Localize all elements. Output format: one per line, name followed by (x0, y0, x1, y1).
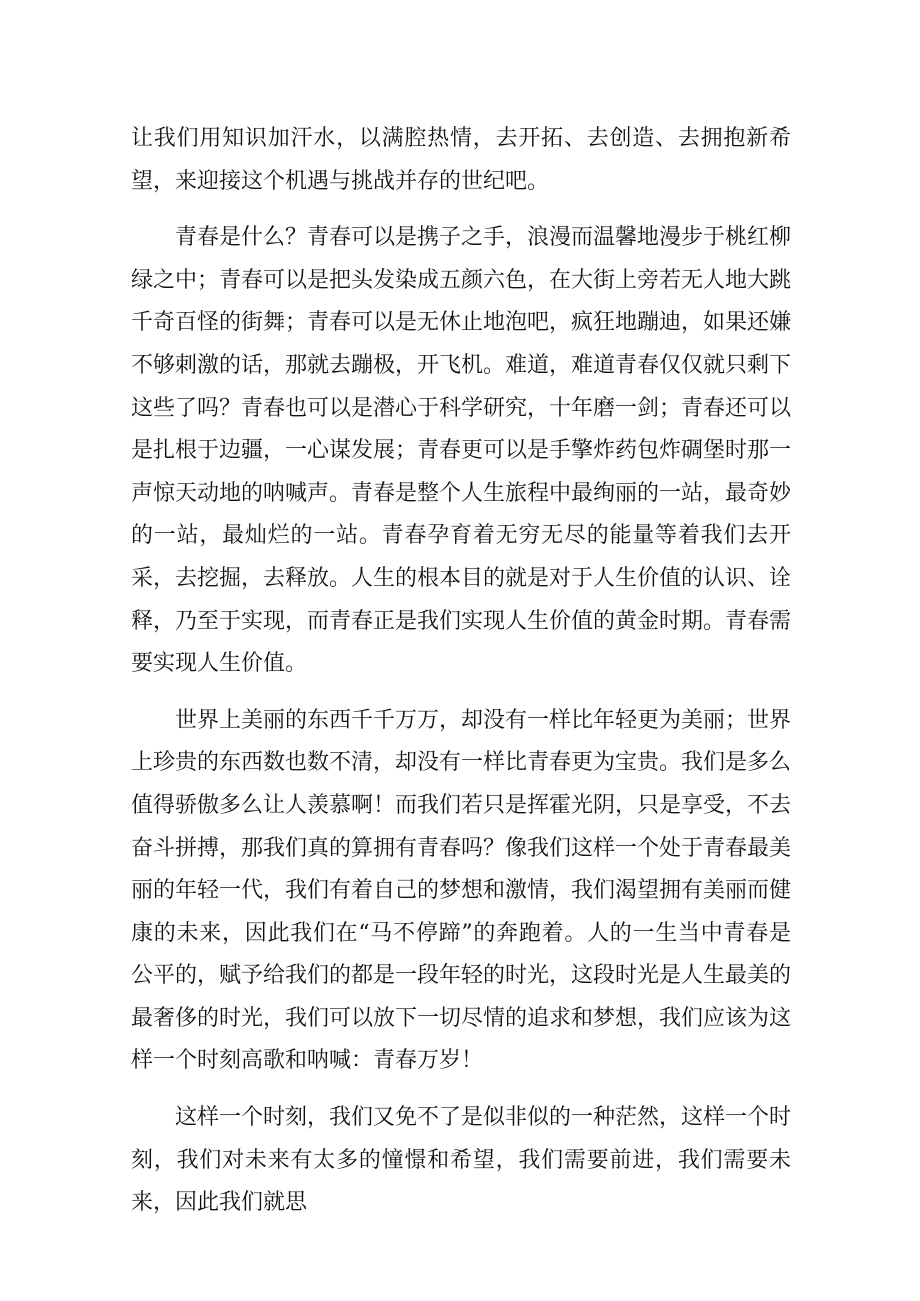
paragraph-3: 世界上美丽的东西千千万万，却没有一样比年轻更为美丽；世界上珍贵的东西数也数不清，却没有一样比青春更为宝贵。我们是多么值得骄傲多么让人羡慕啊！而我们若只是挥霍光阴，只是享受，不去奋斗拼搏，那我们真的算拥有青春吗？像我们这样一个处于青春最美丽的年轻一代，我们有着自己的梦想和激情，我们渴望拥有美丽而健康的未来，因此我们在“马不停蹄”的奔跑着。人的一生当中青春是公平的，赋予给我们的都是一段年轻的时光，这段时光是人生最美的最奢侈的时光，我们可以放下一切尽情的追求和梦想，我们应该为这样一个时刻高歌和呐喊：青春万岁！ (131, 707, 792, 1074)
paragraph-2: 青春是什么？青春可以是携子之手，浪漫而温馨地漫步于桃红柳绿之中；青春可以是把头发染成五颜六色，在大街上旁若无人地大跳千奇百怪的街舞；青春可以是无休止地泡吧，疯狂地蹦迪，如果还嫌不够刺激的话，那就去蹦极，开飞机。难道，难道青春仅仅就只剩下这些了吗？青春也可以是潜心于科学研究，十年磨一剑；青春还可以是扎根于边疆，一心谋发展；青春更可以是手擎炸药包炸碉堡时那一声惊天动地的呐喊声。青春是整个人生旅程中最绚丽的一站，最奇妙的一站，最灿烂的一站。青春孕育着无穷无尽的能量等着我们去开采，去挖掘，去释放。人生的根本目的就是对于人生价值的认识、诠释，乃至于实现，而青春正是我们实现人生价值的黄金时期。青春需要实现人生价值。 (131, 225, 792, 677)
document-body (131, 118, 791, 1239)
paragraph-4: 这样一个时刻，我们又免不了是似非似的一种茫然，这样一个时刻，我们对未来有太多的憧憬和希望，我们需要前进，我们需要未来，因此我们就思 (131, 1105, 792, 1216)
paragraph-1: 让我们用知识加汗水，以满腔热情，去开拓、去创造、去拥抱新希望，来迎接这个机遇与挑战并存的世纪吧。 (131, 126, 791, 194)
